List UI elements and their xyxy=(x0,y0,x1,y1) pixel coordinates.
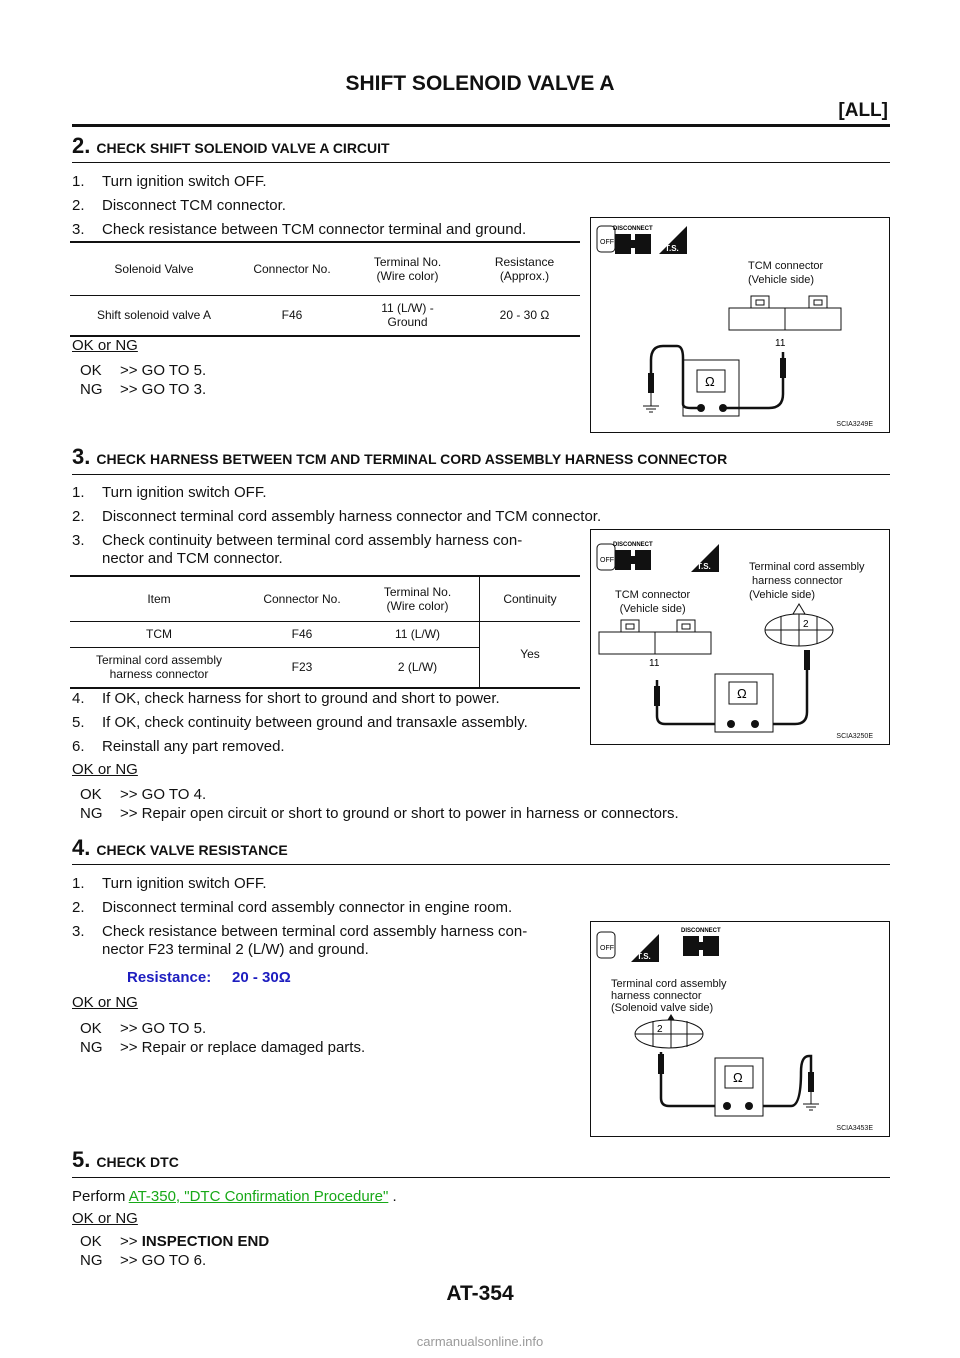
figure-tcm-resistance xyxy=(590,217,890,433)
ground-icon xyxy=(803,1092,819,1110)
terminal-cord-connector xyxy=(765,604,833,646)
figure-id: SCIA3250E xyxy=(836,733,873,740)
svg-text:DISCONNECT: DISCONNECT xyxy=(681,928,721,934)
ts-icon xyxy=(659,226,687,254)
svg-text:2: 2 xyxy=(803,619,809,630)
result-ok: OK >> GO TO 5. xyxy=(80,362,207,379)
terminal-number: 11 xyxy=(649,658,660,669)
table-cell: 20 - 30 Ω xyxy=(499,308,550,323)
table-header: Solenoid Valve xyxy=(70,243,238,295)
watermark: carmanualsonline.info xyxy=(416,1334,544,1349)
step-title: CHECK VALVE RESISTANCE xyxy=(96,842,288,858)
svg-text:T.S.: T.S. xyxy=(665,244,679,253)
table-header: Item xyxy=(70,577,248,621)
terminal-number: 11 xyxy=(775,338,786,349)
list-item: 4. If OK, check harness for short to ground and short to power. xyxy=(72,690,500,707)
svg-text:DISCONNECT: DISCONNECT xyxy=(613,226,653,232)
terminal-cord-label: Terminal cord assembly harness connector (Solenoid valve side) xyxy=(611,978,727,1014)
list-item: 2. Disconnect terminal cord assembly harness connector and TCM connector. xyxy=(72,508,602,525)
disconnect-icon xyxy=(613,542,653,570)
step-title: CHECK SHIFT SOLENOID VALVE A CIRCUIT xyxy=(96,140,390,156)
figure-valve-resistance xyxy=(590,921,890,1137)
off-icon xyxy=(597,932,615,958)
ok-or-ng: OK or NG xyxy=(72,761,138,778)
table-header: Connector No. xyxy=(238,243,346,295)
step-title: CHECK HARNESS BETWEEN TCM AND TERMINAL CORD ASSEMBLY HARNESS CONNECTOR xyxy=(96,451,728,467)
svg-text:OFF: OFF xyxy=(600,945,614,952)
list-item: 3. Check resistance between terminal cord assembly harness con- nector F23 terminal 2 (L/W) and ground. xyxy=(72,923,528,958)
result-ng: NG >> GO TO 6. xyxy=(80,1252,207,1269)
step-3-heading xyxy=(72,444,890,470)
step-title: CHECK DTC xyxy=(96,1154,179,1170)
list-item: 1. Turn ignition switch OFF. xyxy=(72,173,267,190)
resistance-table xyxy=(70,241,580,337)
step-number: 3. xyxy=(72,444,91,469)
list-item: 6. Reinstall any part removed. xyxy=(72,738,285,755)
resistance-spec: Resistance: 20 - 30Ω xyxy=(127,969,291,986)
circuit-diagram xyxy=(591,218,889,432)
list-item: 1. Turn ignition switch OFF. xyxy=(72,484,267,501)
table-header: Resistance (Approx.) xyxy=(469,243,580,295)
step-number: 4. xyxy=(72,835,91,860)
svg-text:OFF: OFF xyxy=(600,239,614,246)
table-cell: F46 xyxy=(281,308,303,323)
disconnect-icon xyxy=(681,928,721,956)
dtc-confirmation-link[interactable]: AT-350, "DTC Confirmation Procedure" xyxy=(128,1188,389,1205)
step-number: 2. xyxy=(72,133,91,158)
result-ok: OK >> INSPECTION END xyxy=(80,1233,270,1250)
ts-icon xyxy=(691,544,719,572)
list-item: 2. Disconnect TCM connector. xyxy=(72,197,286,214)
ohmmeter xyxy=(715,674,773,732)
tcm-connector xyxy=(599,620,711,654)
header-rule xyxy=(72,124,890,127)
step-rule xyxy=(72,864,890,865)
list-item: 1. Turn ignition switch OFF. xyxy=(72,875,267,892)
result-ng: NG >> Repair open circuit or short to ground or short to power in harness or connectors. xyxy=(80,805,679,822)
perform-line: Perform AT-350, "DTC Confirmation Procedure" . xyxy=(72,1188,397,1205)
circuit-diagram xyxy=(591,922,889,1136)
ok-or-ng: OK or NG xyxy=(72,1210,138,1227)
disconnect-icon xyxy=(613,226,653,254)
figure-harness-continuity xyxy=(590,529,890,745)
step-2-heading xyxy=(72,133,890,159)
step-5-heading xyxy=(72,1147,890,1173)
tcm-connector-label: TCM connector (Vehicle side) xyxy=(748,260,824,286)
list-item: 3. Check resistance between TCM connector terminal and ground. xyxy=(72,221,527,238)
table-cell: TCM xyxy=(70,621,248,647)
svg-text:Ω: Ω xyxy=(737,686,747,701)
table-header: Connector No. xyxy=(248,577,356,621)
table-header: Terminal No. (Wire color) xyxy=(346,243,469,295)
table-cell: 2 (L/W) xyxy=(397,660,438,675)
table-header: Terminal No. (Wire color) xyxy=(356,577,480,621)
list-item: 2. Disconnect terminal cord assembly connector in engine room. xyxy=(72,899,513,916)
svg-text:DISCONNECT: DISCONNECT xyxy=(613,542,653,548)
result-ok: OK >> GO TO 4. xyxy=(80,786,207,803)
figure-id: SCIA3249E xyxy=(836,421,873,428)
table-cell: Shift solenoid valve A xyxy=(96,308,212,323)
step-rule xyxy=(72,1177,890,1178)
table-cell: F23 xyxy=(291,660,313,675)
tcm-connector-label: TCM connector (Vehicle side) xyxy=(615,589,691,615)
result-ok: OK >> GO TO 5. xyxy=(80,1020,207,1037)
page-number: AT-354 xyxy=(446,1282,514,1305)
ground-icon xyxy=(643,393,659,412)
ok-or-ng: OK or NG xyxy=(72,337,138,354)
table-cell: Terminal cord assembly harness connector xyxy=(95,653,223,682)
page-title: SHIFT SOLENOID VALVE A xyxy=(345,72,615,95)
step-number: 5. xyxy=(72,1147,91,1172)
svg-text:2: 2 xyxy=(657,1024,663,1035)
table-header: Continuity xyxy=(480,577,581,621)
result-ng: NG >> GO TO 3. xyxy=(80,381,207,398)
ohmmeter xyxy=(715,1058,763,1116)
step-rule xyxy=(72,162,890,163)
list-item: 5. If OK, check continuity between ground and transaxle assembly. xyxy=(72,714,528,731)
section-tag: [ALL] xyxy=(838,100,888,121)
table-cell: Yes xyxy=(480,621,581,687)
tcm-connector xyxy=(729,296,841,330)
step-rule xyxy=(72,474,890,475)
table-cell: 11 (L/W) - Ground xyxy=(381,301,434,330)
svg-text:T.S.: T.S. xyxy=(637,952,651,961)
ok-or-ng: OK or NG xyxy=(72,994,138,1011)
continuity-table xyxy=(70,575,580,689)
terminal-cord-label: Terminal cord assembly harness connector (Vehicle side) xyxy=(749,561,865,601)
result-ng: NG >> Repair or replace damaged parts. xyxy=(80,1039,366,1056)
ts-icon xyxy=(631,934,659,962)
svg-text:T.S.: T.S. xyxy=(697,562,711,571)
table-cell: 11 (L/W) xyxy=(356,621,480,647)
table-cell: F46 xyxy=(248,621,356,647)
svg-text:Ω: Ω xyxy=(705,374,715,389)
step-4-heading xyxy=(72,835,890,861)
figure-id: SCIA3453E xyxy=(836,1125,873,1132)
svg-text:Ω: Ω xyxy=(733,1070,743,1085)
list-item: 3. Check continuity between terminal cord assembly harness con- nector and TCM connector. xyxy=(72,532,523,567)
terminal-cord-connector xyxy=(635,1014,703,1048)
svg-text:OFF: OFF xyxy=(600,557,614,564)
